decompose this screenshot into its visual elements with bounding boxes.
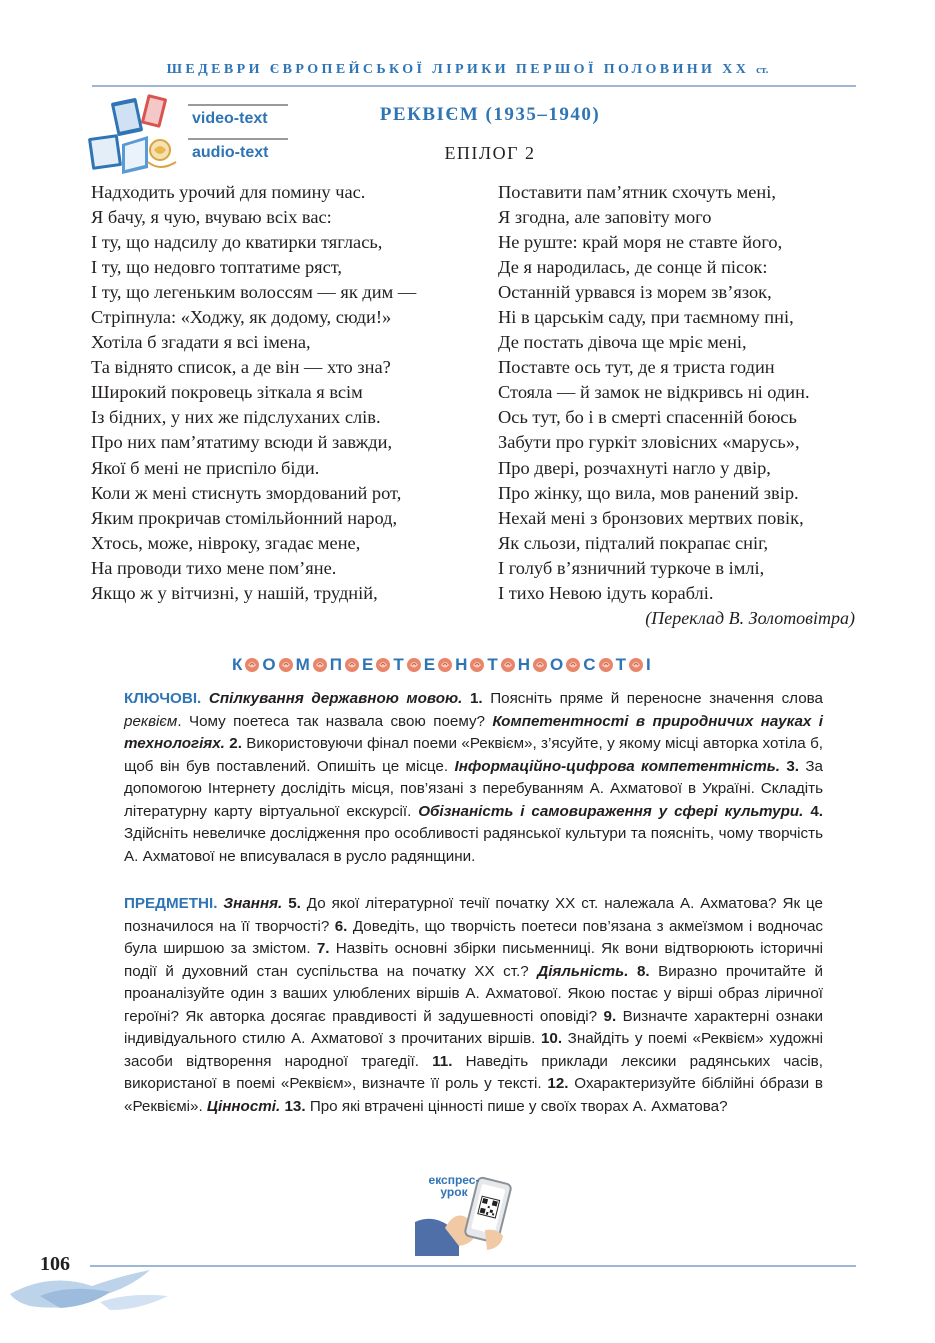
question-number: 5. bbox=[288, 895, 301, 912]
question-text: Назвіть основні збірки письменниці. Як вони відтворюють історичні події й духовний стан суспільства на початку ХХ ст.? bbox=[124, 940, 823, 980]
poem-line: Хтось, може, нівроку, згадає мене, bbox=[91, 532, 361, 553]
question-text: . Чому поетеса так назвала свою поему? bbox=[177, 712, 493, 730]
books-icon bbox=[88, 92, 182, 178]
poem-line: Стояла — й замок не відкривсь ні один. bbox=[498, 382, 810, 403]
question-text: Про які втрачені цінності пише у своїх творах А. Ахматова? bbox=[309, 1097, 728, 1115]
poem-line: Якщо ж у вітчизні, у нашій, трудній, bbox=[91, 582, 378, 603]
subject-competencies-label: ПРЕДМЕТНІ. bbox=[124, 895, 218, 912]
heading-letter: І bbox=[645, 655, 651, 674]
poem-line: Останній урвався із морем зв’язок, bbox=[498, 282, 772, 303]
rose-ornament-icon bbox=[627, 656, 645, 674]
rose-ornament-icon bbox=[277, 656, 295, 674]
competency-category: Спілкування державною мовою. bbox=[208, 690, 463, 707]
question-text: Використовуючи фінал поеми «Реквієм», з’ясуйте, у якому місці авторка хотіла б, щоб він був поставлений. Опишіть це місце. bbox=[124, 735, 823, 775]
birds-icon bbox=[0, 1266, 175, 1316]
rose-ornament-icon bbox=[405, 656, 423, 674]
rose-ornament-icon bbox=[243, 656, 261, 674]
running-head-suffix: ст. bbox=[756, 64, 769, 76]
footer-rule bbox=[90, 1265, 856, 1267]
question-number: 1. bbox=[469, 690, 483, 707]
video-text-link[interactable]: video-text bbox=[192, 110, 268, 127]
question-text: До якої літературної течії початку ХХ ст. належала А. Ахматова? Як це позначилося на її творчості? bbox=[124, 895, 823, 935]
heading-letter: Е bbox=[423, 655, 436, 674]
heading-letter: М bbox=[295, 655, 310, 674]
media-rule bbox=[188, 104, 288, 106]
question-text: Здійсніть невеличке дослідження про особливості радянської культури та поясніть, чому творчість А. Ахматової не вписувалася в русло радянщини. bbox=[124, 825, 823, 865]
poem-line: І голуб в’язничний туркоче в імлі, bbox=[498, 557, 765, 578]
poem-line: Стріпнула: «Ходжу, як додому, сюди!» bbox=[91, 307, 392, 328]
subject-competencies-body bbox=[124, 895, 823, 1115]
competency-category: Цінності. bbox=[206, 1097, 281, 1115]
question-text: Доведіть, що творчість поетеси пов’язана з акмеїзмом і водночас була ширшою за змістом. bbox=[124, 917, 823, 957]
rose-ornament-icon bbox=[343, 656, 361, 674]
question-text: Виразно прочитайте й проаналізуйте один з ваших улюблених віршів А. Ахматової. Якою постає у вірші образ ліричної героїні? Як авторка досягає правдивості й задушевності оповіді? bbox=[124, 962, 823, 1025]
express-label-line1: експрес- bbox=[428, 1173, 480, 1187]
poem-line: Про них пам’ятатиму всюди й завжди, bbox=[91, 432, 393, 453]
audio-text-link[interactable]: audio-text bbox=[192, 144, 269, 161]
heading-letter: К bbox=[232, 655, 243, 674]
question-number: 13. bbox=[284, 1097, 306, 1115]
question-number: 9. bbox=[603, 1007, 617, 1025]
rose-ornament-icon bbox=[597, 656, 615, 674]
heading-letter: Е bbox=[362, 655, 374, 674]
question-text: Охарактеризуйте біблійні óбрази в «Реквіємі». bbox=[124, 1075, 823, 1115]
poem-line: Поставте ось тут, де я триста годин bbox=[498, 357, 775, 378]
poem-line: Коли ж мені стиснуть змордований рот, bbox=[91, 482, 402, 503]
question-text: Визначте характерні ознаки індивідуального стилю А. Ахматової з прочитаних віршів. bbox=[124, 1007, 823, 1047]
subject-competencies-paragraph bbox=[124, 893, 823, 1118]
poem-line: Де постать дівоча ще мріє мені, bbox=[498, 332, 747, 353]
poem-line: Хотіла б згадати я всі імена, bbox=[91, 332, 311, 353]
rose-ornament-icon bbox=[499, 656, 517, 674]
rose-ornament-icon bbox=[374, 656, 392, 674]
poem-line: Я бачу, я чую, вчуваю всіх вас: bbox=[91, 207, 332, 228]
poem-line: Де я народилась, де сонце й пісок: bbox=[498, 257, 768, 278]
rose-ornament-icon bbox=[468, 656, 486, 674]
express-lesson-badge[interactable] bbox=[415, 1170, 521, 1256]
poem-line: І ту, що надсилу до кватирки тяглась, bbox=[91, 232, 383, 253]
poem-line: Та віднято список, а де він — хто зна? bbox=[91, 357, 391, 378]
poem-line: Ось тут, бо і в смерті спасенній боюсь bbox=[498, 407, 797, 428]
rose-ornament-icon bbox=[564, 656, 582, 674]
question-number: 7. bbox=[316, 940, 330, 957]
poem-line: І тихо Невою ідуть кораблі. bbox=[498, 582, 714, 603]
poem-line: На проводи тихо мене пом’яне. bbox=[91, 557, 337, 578]
media-rule bbox=[188, 138, 288, 140]
emphasis-text: реквієм bbox=[124, 712, 178, 730]
poem-right-column bbox=[498, 180, 810, 606]
rose-ornament-icon bbox=[148, 140, 176, 167]
express-label-line2: урок bbox=[440, 1185, 468, 1199]
heading-letter: Н bbox=[455, 655, 468, 674]
heading-letter: Т bbox=[615, 655, 626, 674]
heading-letter: П bbox=[329, 655, 343, 674]
heading-letter: Т bbox=[487, 655, 498, 674]
key-competencies-label: КЛЮЧОВІ. bbox=[124, 690, 202, 707]
competencies-heading bbox=[232, 654, 651, 676]
heading-letter: Т bbox=[393, 655, 404, 674]
competency-category: Компетентності в природничих науках і технологіях. bbox=[124, 712, 823, 752]
poem-line: Як сльози, підталий покрапає сніг, bbox=[498, 532, 769, 553]
key-competencies-paragraph bbox=[124, 688, 823, 868]
poem-line: Я згодна, але заповіту мого bbox=[498, 207, 712, 228]
poem-left-column bbox=[91, 180, 416, 606]
poem-line: Про жінку, що вила, мов ранений звір. bbox=[498, 482, 799, 503]
poem-line: Про двері, розчахнуті нагло у двір, bbox=[498, 457, 771, 478]
competency-category: Діяльність. bbox=[537, 962, 629, 980]
poem-line: Поставити пам’ятник схочуть мені, bbox=[498, 182, 776, 202]
poem-line: Яким прокричав стомільйонний народ, bbox=[91, 507, 398, 528]
poem-line: І ту, що легеньким волоссям — як дим — bbox=[91, 282, 417, 303]
poem-line: Нехай мені з бронзових мертвих повік, bbox=[498, 507, 804, 528]
running-head bbox=[0, 62, 935, 78]
poem-line: Забути про гуркіт зловісних «марусь», bbox=[498, 432, 800, 453]
poem-line: Не руште: край моря не ставте його, bbox=[498, 232, 783, 253]
heading-letter: О bbox=[262, 655, 276, 674]
poem-line: Якої б мені не приспіло біди. bbox=[91, 457, 320, 478]
rose-ornament-icon bbox=[311, 656, 329, 674]
question-text: Наведіть приклади лексики радянських часів, використаної в поемі «Реквієм», визначте її роль у тексті. bbox=[124, 1052, 823, 1092]
translation-credit: (Переклад В. Золотовітра) bbox=[645, 608, 855, 628]
competency-category: Знання. bbox=[223, 895, 283, 912]
question-number: 12. bbox=[547, 1075, 569, 1092]
poem-title: РЕКВІЄМ (1935–1940) bbox=[379, 104, 601, 125]
question-number: 3. bbox=[786, 757, 799, 775]
express-lesson-label bbox=[417, 1174, 491, 1198]
rose-ornament-icon bbox=[531, 656, 549, 674]
heading-letter: Н bbox=[517, 655, 531, 674]
competency-category: Обізнаність і самовираження у сфері культури. bbox=[418, 802, 804, 820]
question-number: 8. bbox=[636, 962, 650, 980]
heading-letter: О bbox=[550, 655, 564, 674]
question-number: 4. bbox=[810, 802, 823, 820]
poem-subtitle: ЕПІЛОГ 2 bbox=[444, 143, 536, 163]
question-text: Поясніть пряме й переносне значення слова bbox=[490, 690, 823, 707]
question-text: Знайдіть у поемі «Реквієм» художні засоби відтворення народної трагедії. bbox=[124, 1030, 823, 1070]
page-number: 106 bbox=[40, 1253, 70, 1275]
running-head-text: ШЕДЕВРИ ЄВРОПЕЙСЬКОЇ ЛІРИКИ ПЕРШОЇ ПОЛОВИНИ ХХ bbox=[166, 62, 750, 77]
poem-line: Із бідних, у них же підслуханих слів. bbox=[91, 407, 381, 428]
header-rule bbox=[92, 85, 856, 87]
poem-line: Широкий покровець зіткала я всім bbox=[91, 382, 363, 403]
question-text: За допомогою Інтернету дослідіть місця, пов’язані з перебуванням А. Ахматової в Україні. Складіть літературну карту віртуальної екскурсії. bbox=[124, 757, 823, 820]
heading-letter: С bbox=[583, 655, 596, 674]
question-number: 10. bbox=[540, 1030, 563, 1047]
poem-line: Надходить урочий для помину час. bbox=[91, 182, 366, 202]
question-number: 11. bbox=[432, 1052, 453, 1070]
poem-line: І ту, що недовго топтатиме ряст, bbox=[91, 257, 343, 278]
key-competencies-body bbox=[124, 690, 823, 865]
poem-line: Ні в царськім саду, при таємному пні, bbox=[498, 307, 794, 328]
competency-category: Інформаційно-цифрова компетентність. bbox=[454, 757, 780, 775]
rose-ornament-icon bbox=[436, 656, 454, 674]
question-number: 6. bbox=[334, 917, 348, 935]
question-number: 2. bbox=[229, 735, 242, 752]
